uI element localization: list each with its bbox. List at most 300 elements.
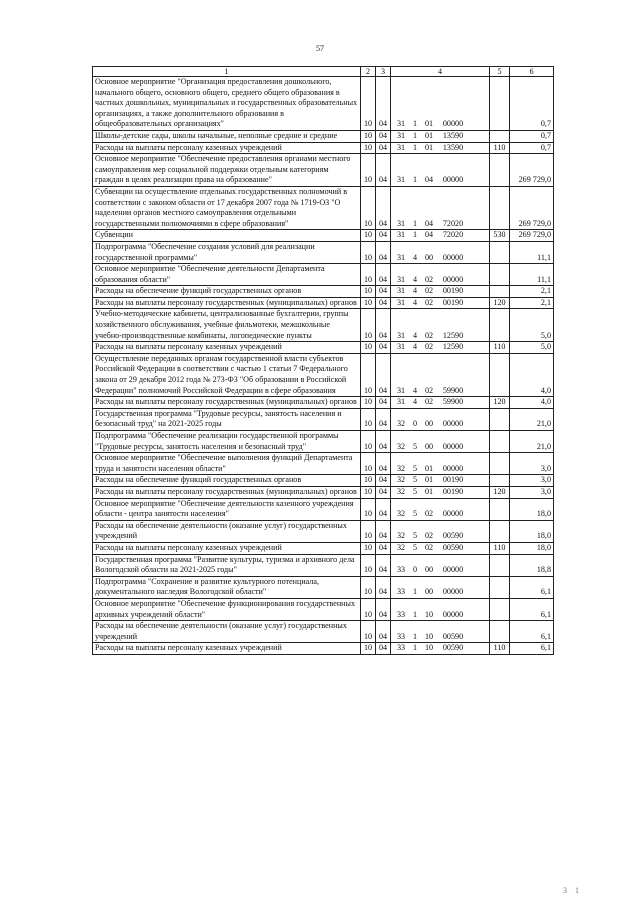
row-amount: 6,1 — [510, 643, 554, 655]
activity-code: 02 — [424, 509, 434, 519]
activity-code: 04 — [424, 230, 434, 240]
row-expense-type-code — [490, 431, 510, 453]
program-code: 31 — [396, 297, 406, 307]
row-section-code: 10 — [361, 486, 376, 498]
subprogram-code: 1 — [412, 643, 418, 653]
activity-code: 01 — [424, 130, 434, 140]
table-row — [93, 241, 554, 263]
expense-direction-code: 00000 — [442, 509, 464, 519]
row-amount: 269 729,0 — [510, 186, 554, 229]
row-subsection-code: 04 — [376, 286, 391, 298]
activity-code: 02 — [424, 342, 434, 352]
activity-code: 02 — [424, 286, 434, 296]
subprogram-code: 5 — [412, 542, 418, 552]
row-section-code: 10 — [361, 431, 376, 453]
expense-direction-code: 00000 — [442, 609, 464, 619]
activity-code: 02 — [424, 274, 434, 284]
row-expense-type-code — [490, 286, 510, 298]
row-description: Подпрограмма "Обеспечение реализации государственной программы "Трудовые ресурсы, занятость населения и безопасный труд" — [93, 431, 361, 453]
row-target-article-code — [391, 353, 490, 396]
activity-code: 10 — [424, 643, 434, 653]
row-subsection-code: 04 — [376, 453, 391, 475]
row-amount: 5,0 — [510, 342, 554, 354]
row-amount: 2,1 — [510, 286, 554, 298]
row-expense-type-code — [490, 475, 510, 487]
row-target-article-code — [391, 643, 490, 655]
row-subsection-code: 04 — [376, 297, 391, 309]
activity-code: 02 — [424, 531, 434, 541]
row-section-code: 10 — [361, 542, 376, 554]
subprogram-code: 4 — [412, 397, 418, 407]
row-expense-type-code — [490, 353, 510, 396]
program-code: 32 — [396, 441, 406, 451]
row-expense-type-code: 530 — [490, 230, 510, 242]
header-col-1: 1 — [93, 67, 361, 77]
program-code: 32 — [396, 509, 406, 519]
subprogram-code: 5 — [412, 463, 418, 473]
row-section-code: 10 — [361, 408, 376, 430]
row-target-article-code — [391, 130, 490, 142]
row-description: Расходы на обеспечение функций государственных органов — [93, 286, 361, 298]
subprogram-code: 4 — [412, 342, 418, 352]
activity-code: 04 — [424, 218, 434, 228]
row-section-code: 10 — [361, 241, 376, 263]
activity-code: 00 — [424, 419, 434, 429]
row-target-article-code — [391, 453, 490, 475]
table-row — [93, 397, 554, 409]
program-code: 31 — [396, 286, 406, 296]
row-target-article-code — [391, 286, 490, 298]
activity-code: 01 — [424, 475, 434, 485]
row-target-article-code — [391, 408, 490, 430]
subprogram-code: 1 — [412, 609, 418, 619]
table-row — [93, 554, 554, 576]
row-section-code: 10 — [361, 498, 376, 520]
subprogram-code: 1 — [412, 631, 418, 641]
row-section-code: 10 — [361, 397, 376, 409]
row-section-code: 10 — [361, 643, 376, 655]
program-code: 31 — [396, 230, 406, 240]
row-section-code: 10 — [361, 353, 376, 396]
expense-direction-code: 00590 — [442, 531, 464, 541]
row-description: Расходы на выплаты персоналу государственных (муниципальных) органов — [93, 297, 361, 309]
row-description: Расходы на выплаты персоналу казенных учреждений — [93, 542, 361, 554]
expense-direction-code: 00000 — [442, 119, 464, 129]
table-row — [93, 77, 554, 131]
row-amount: 11,1 — [510, 241, 554, 263]
program-code: 31 — [396, 342, 406, 352]
row-description: Основное мероприятие "Обеспечение деятельности Департамента образования области" — [93, 264, 361, 286]
expense-direction-code: 00190 — [442, 486, 464, 496]
row-description: Школы-детские сады, школы начальные, неполные средние и средние — [93, 130, 361, 142]
row-section-code: 10 — [361, 286, 376, 298]
program-code: 31 — [396, 142, 406, 152]
program-code: 32 — [396, 542, 406, 552]
row-subsection-code: 04 — [376, 520, 391, 542]
program-code: 33 — [396, 587, 406, 597]
budget-table — [92, 66, 554, 655]
expense-direction-code: 00000 — [442, 441, 464, 451]
row-description: Расходы на обеспечение деятельности (оказание услуг) государственных учреждений — [93, 621, 361, 643]
program-code: 31 — [396, 274, 406, 284]
row-description: Основное мероприятие "Обеспечение выполнения функций Департамента труда и занятости населения области" — [93, 453, 361, 475]
subprogram-code: 5 — [412, 475, 418, 485]
table-row — [93, 598, 554, 620]
expense-direction-code: 00000 — [442, 252, 464, 262]
row-amount: 269 729,0 — [510, 154, 554, 187]
program-code: 33 — [396, 631, 406, 641]
row-description: Учебно-методические кабинеты, централизованные бухгалтерии, группы хозяйственного обслуживания, учебные фильмотеки, межшкольные учебно-производственные комбинаты, логопедические пункты — [93, 309, 361, 342]
activity-code: 00 — [424, 565, 434, 575]
expense-direction-code: 12590 — [442, 330, 464, 340]
subprogram-code: 4 — [412, 330, 418, 340]
row-description: Расходы на выплаты персоналу казенных учреждений — [93, 342, 361, 354]
activity-code: 00 — [424, 441, 434, 451]
row-expense-type-code — [490, 621, 510, 643]
row-section-code: 10 — [361, 77, 376, 131]
activity-code: 10 — [424, 609, 434, 619]
activity-code: 02 — [424, 542, 434, 552]
row-target-article-code — [391, 520, 490, 542]
row-section-code: 10 — [361, 554, 376, 576]
row-target-article-code — [391, 498, 490, 520]
row-amount: 0,7 — [510, 142, 554, 154]
row-description: Субвенции на осуществление отдельных государственных полномочий в соответствии с законом области от 17 декабря 2007 года № 1719-ОЗ "О наделении органов местного самоуправления отдельными государственными полномочиями в сфере образования" — [93, 186, 361, 229]
row-expense-type-code — [490, 576, 510, 598]
subprogram-code: 1 — [412, 142, 418, 152]
row-target-article-code — [391, 297, 490, 309]
row-subsection-code: 04 — [376, 554, 391, 576]
row-section-code: 10 — [361, 453, 376, 475]
row-section-code: 10 — [361, 520, 376, 542]
row-expense-type-code: 120 — [490, 486, 510, 498]
row-subsection-code: 04 — [376, 77, 391, 131]
row-section-code: 10 — [361, 154, 376, 187]
expense-direction-code: 00590 — [442, 542, 464, 552]
header-col-5: 5 — [490, 67, 510, 77]
activity-code: 01 — [424, 463, 434, 473]
row-expense-type-code — [490, 154, 510, 187]
program-code: 33 — [396, 609, 406, 619]
table-row — [93, 431, 554, 453]
row-subsection-code: 04 — [376, 486, 391, 498]
subprogram-code: 0 — [412, 419, 418, 429]
row-target-article-code — [391, 397, 490, 409]
activity-code: 02 — [424, 385, 434, 395]
row-subsection-code: 04 — [376, 643, 391, 655]
row-subsection-code: 04 — [376, 264, 391, 286]
row-target-article-code — [391, 142, 490, 154]
row-target-article-code — [391, 486, 490, 498]
table-row — [93, 297, 554, 309]
subprogram-code: 1 — [412, 130, 418, 140]
expense-direction-code: 00590 — [442, 643, 464, 653]
row-amount: 6,1 — [510, 598, 554, 620]
row-amount: 3,0 — [510, 453, 554, 475]
expense-direction-code: 72020 — [442, 218, 464, 228]
row-target-article-code — [391, 186, 490, 229]
row-subsection-code: 04 — [376, 598, 391, 620]
page-number: 57 — [316, 44, 324, 53]
subprogram-code: 1 — [412, 218, 418, 228]
row-subsection-code: 04 — [376, 542, 391, 554]
subprogram-code: 5 — [412, 531, 418, 541]
table-row — [93, 230, 554, 242]
row-subsection-code: 04 — [376, 498, 391, 520]
row-expense-type-code: 110 — [490, 643, 510, 655]
row-subsection-code: 04 — [376, 186, 391, 229]
row-expense-type-code: 110 — [490, 342, 510, 354]
row-target-article-code — [391, 342, 490, 354]
header-col-2: 2 — [361, 67, 376, 77]
row-expense-type-code: 120 — [490, 297, 510, 309]
row-target-article-code — [391, 475, 490, 487]
row-expense-type-code: 120 — [490, 397, 510, 409]
row-subsection-code: 04 — [376, 576, 391, 598]
header-row — [93, 67, 554, 77]
row-amount: 4,0 — [510, 353, 554, 396]
row-expense-type-code — [490, 309, 510, 342]
activity-code: 01 — [424, 142, 434, 152]
row-section-code: 10 — [361, 621, 376, 643]
row-description: Основное мероприятие "Обеспечение предоставления органами местного самоуправления мер социальной поддержки отдельным категориям граждан в целях реализации права на образование" — [93, 154, 361, 187]
program-code: 31 — [396, 218, 406, 228]
row-expense-type-code — [490, 186, 510, 229]
row-subsection-code: 04 — [376, 142, 391, 154]
expense-direction-code: 00190 — [442, 286, 464, 296]
program-code: 33 — [396, 565, 406, 575]
activity-code: 04 — [424, 175, 434, 185]
subprogram-code: 1 — [412, 175, 418, 185]
row-amount: 21,0 — [510, 431, 554, 453]
row-section-code: 10 — [361, 342, 376, 354]
subprogram-code: 4 — [412, 385, 418, 395]
row-description: Расходы на выплаты персоналу казенных учреждений — [93, 643, 361, 655]
row-amount: 0,7 — [510, 77, 554, 131]
expense-direction-code: 00590 — [442, 631, 464, 641]
row-subsection-code: 04 — [376, 475, 391, 487]
table-body — [93, 77, 554, 655]
program-code: 32 — [396, 419, 406, 429]
subprogram-code: 4 — [412, 252, 418, 262]
row-target-article-code — [391, 309, 490, 342]
activity-code: 02 — [424, 397, 434, 407]
row-target-article-code — [391, 241, 490, 263]
program-code: 33 — [396, 643, 406, 653]
subprogram-code: 1 — [412, 587, 418, 597]
row-expense-type-code: 110 — [490, 542, 510, 554]
row-amount: 3,0 — [510, 486, 554, 498]
expense-direction-code: 00000 — [442, 419, 464, 429]
table-row — [93, 186, 554, 229]
row-description: Субвенции — [93, 230, 361, 242]
row-target-article-code — [391, 431, 490, 453]
table-row — [93, 542, 554, 554]
row-description: Расходы на обеспечение деятельности (оказание услуг) государственных учреждений — [93, 520, 361, 542]
program-code: 32 — [396, 463, 406, 473]
expense-direction-code: 00190 — [442, 297, 464, 307]
row-description: Основное мероприятие "Организация предоставления дошкольного, начального общего, основного общего, среднего общего образования в частных дошкольных, муниципальных и государственных образовательных организациях, а также дополнительного образования в общеобразовательных организациях" — [93, 77, 361, 131]
table-row — [93, 486, 554, 498]
row-section-code: 10 — [361, 598, 376, 620]
row-amount: 0,7 — [510, 130, 554, 142]
row-description: Расходы на выплаты персоналу государственных (муниципальных) органов — [93, 397, 361, 409]
row-section-code: 10 — [361, 297, 376, 309]
row-target-article-code — [391, 621, 490, 643]
row-description: Расходы на выплаты персоналу казенных учреждений — [93, 142, 361, 154]
subprogram-code: 4 — [412, 286, 418, 296]
row-target-article-code — [391, 154, 490, 187]
row-section-code: 10 — [361, 230, 376, 242]
row-subsection-code: 04 — [376, 130, 391, 142]
table-row — [93, 264, 554, 286]
row-amount: 18,0 — [510, 542, 554, 554]
subprogram-code: 4 — [412, 274, 418, 284]
table-row — [93, 453, 554, 475]
table-row — [93, 621, 554, 643]
program-code: 31 — [396, 175, 406, 185]
row-subsection-code: 04 — [376, 397, 391, 409]
row-description: Государственная программа "Трудовые ресурсы, занятость населения и безопасный труд" на 2021-2025 годы — [93, 408, 361, 430]
row-description: Осуществление переданных органам государственной власти субъектов Российской Федерации в соответствии с частью 1 статьи 7 Федерального закона от 29 декабря 2012 года № 273-ФЗ "Об образовании в Российской Федерации" полномочий Российской Федерации в сфере образования — [93, 353, 361, 396]
row-subsection-code: 04 — [376, 431, 391, 453]
table-row — [93, 142, 554, 154]
program-code: 31 — [396, 397, 406, 407]
row-expense-type-code — [490, 264, 510, 286]
subprogram-code: 1 — [412, 119, 418, 129]
row-section-code: 10 — [361, 130, 376, 142]
expense-direction-code: 13590 — [442, 130, 464, 140]
row-amount: 3,0 — [510, 475, 554, 487]
row-amount: 18,0 — [510, 520, 554, 542]
activity-code: 10 — [424, 631, 434, 641]
program-code: 32 — [396, 486, 406, 496]
program-code: 31 — [396, 119, 406, 129]
table-row — [93, 130, 554, 142]
table-row — [93, 576, 554, 598]
row-amount: 18,0 — [510, 498, 554, 520]
row-expense-type-code — [490, 241, 510, 263]
row-expense-type-code — [490, 408, 510, 430]
row-amount: 11,1 — [510, 264, 554, 286]
expense-direction-code: 59900 — [442, 385, 464, 395]
subprogram-code: 5 — [412, 441, 418, 451]
subprogram-code: 5 — [412, 486, 418, 496]
expense-direction-code: 00000 — [442, 565, 464, 575]
row-subsection-code: 04 — [376, 230, 391, 242]
table-row — [93, 154, 554, 187]
table-row — [93, 520, 554, 542]
table-row — [93, 498, 554, 520]
row-target-article-code — [391, 598, 490, 620]
row-target-article-code — [391, 264, 490, 286]
row-amount: 18,8 — [510, 554, 554, 576]
row-expense-type-code — [490, 498, 510, 520]
row-expense-type-code — [490, 130, 510, 142]
subprogram-code: 0 — [412, 565, 418, 575]
row-expense-type-code — [490, 554, 510, 576]
row-description: Расходы на обеспечение функций государственных органов — [93, 475, 361, 487]
row-target-article-code — [391, 77, 490, 131]
activity-code: 02 — [424, 297, 434, 307]
expense-direction-code: 00000 — [442, 175, 464, 185]
activity-code: 00 — [424, 252, 434, 262]
row-amount: 6,1 — [510, 621, 554, 643]
row-section-code: 10 — [361, 186, 376, 229]
table-row — [93, 353, 554, 396]
header-col-3: 3 — [376, 67, 391, 77]
row-target-article-code — [391, 554, 490, 576]
row-expense-type-code: 110 — [490, 142, 510, 154]
row-section-code: 10 — [361, 309, 376, 342]
table-row — [93, 643, 554, 655]
expense-direction-code: 13590 — [442, 142, 464, 152]
expense-direction-code: 00190 — [442, 475, 464, 485]
row-subsection-code: 04 — [376, 241, 391, 263]
row-expense-type-code — [490, 453, 510, 475]
row-subsection-code: 04 — [376, 408, 391, 430]
row-subsection-code: 04 — [376, 154, 391, 187]
row-description: Основное мероприятие "Обеспечение функционирования государственных архивных учреждений области" — [93, 598, 361, 620]
row-expense-type-code — [490, 77, 510, 131]
table-row — [93, 286, 554, 298]
expense-direction-code: 72020 — [442, 230, 464, 240]
row-amount: 269 729,0 — [510, 230, 554, 242]
row-description: Расходы на выплаты персоналу государственных (муниципальных) органов — [93, 486, 361, 498]
row-amount: 4,0 — [510, 397, 554, 409]
row-section-code: 10 — [361, 576, 376, 598]
program-code: 31 — [396, 330, 406, 340]
table-row — [93, 408, 554, 430]
row-amount: 2,1 — [510, 297, 554, 309]
header-col-4: 4 — [391, 67, 490, 77]
row-amount: 5,0 — [510, 309, 554, 342]
activity-code: 02 — [424, 330, 434, 340]
row-description: Подпрограмма "Обеспечение создания условий для реализации государственной программы" — [93, 241, 361, 263]
table-row — [93, 342, 554, 354]
row-amount: 21,0 — [510, 408, 554, 430]
activity-code: 00 — [424, 587, 434, 597]
row-expense-type-code — [490, 520, 510, 542]
corner-mark: 3 1 — [563, 886, 582, 895]
expense-direction-code: 00000 — [442, 587, 464, 597]
subprogram-code: 4 — [412, 297, 418, 307]
expense-direction-code: 00000 — [442, 274, 464, 284]
row-section-code: 10 — [361, 142, 376, 154]
program-code: 31 — [396, 385, 406, 395]
row-subsection-code: 04 — [376, 353, 391, 396]
row-target-article-code — [391, 542, 490, 554]
row-description: Подпрограмма "Сохранение и развитие культурного потенциала, документального наследия Вологодской области" — [93, 576, 361, 598]
expense-direction-code: 59900 — [442, 397, 464, 407]
program-code: 32 — [396, 531, 406, 541]
row-description: Государственная программа "Развитие культуры, туризма и архивного дела Вологодской области на 2021-2025 годы" — [93, 554, 361, 576]
activity-code: 01 — [424, 119, 434, 129]
program-code: 32 — [396, 475, 406, 485]
row-expense-type-code — [490, 598, 510, 620]
program-code: 31 — [396, 130, 406, 140]
row-section-code: 10 — [361, 264, 376, 286]
row-description: Основное мероприятие "Обеспечение деятельности казенного учреждения области - центра занятости населения" — [93, 498, 361, 520]
row-target-article-code — [391, 230, 490, 242]
row-subsection-code: 04 — [376, 342, 391, 354]
activity-code: 01 — [424, 486, 434, 496]
subprogram-code: 1 — [412, 230, 418, 240]
row-target-article-code — [391, 576, 490, 598]
program-code: 31 — [396, 252, 406, 262]
expense-direction-code: 00000 — [442, 463, 464, 473]
subprogram-code: 5 — [412, 509, 418, 519]
